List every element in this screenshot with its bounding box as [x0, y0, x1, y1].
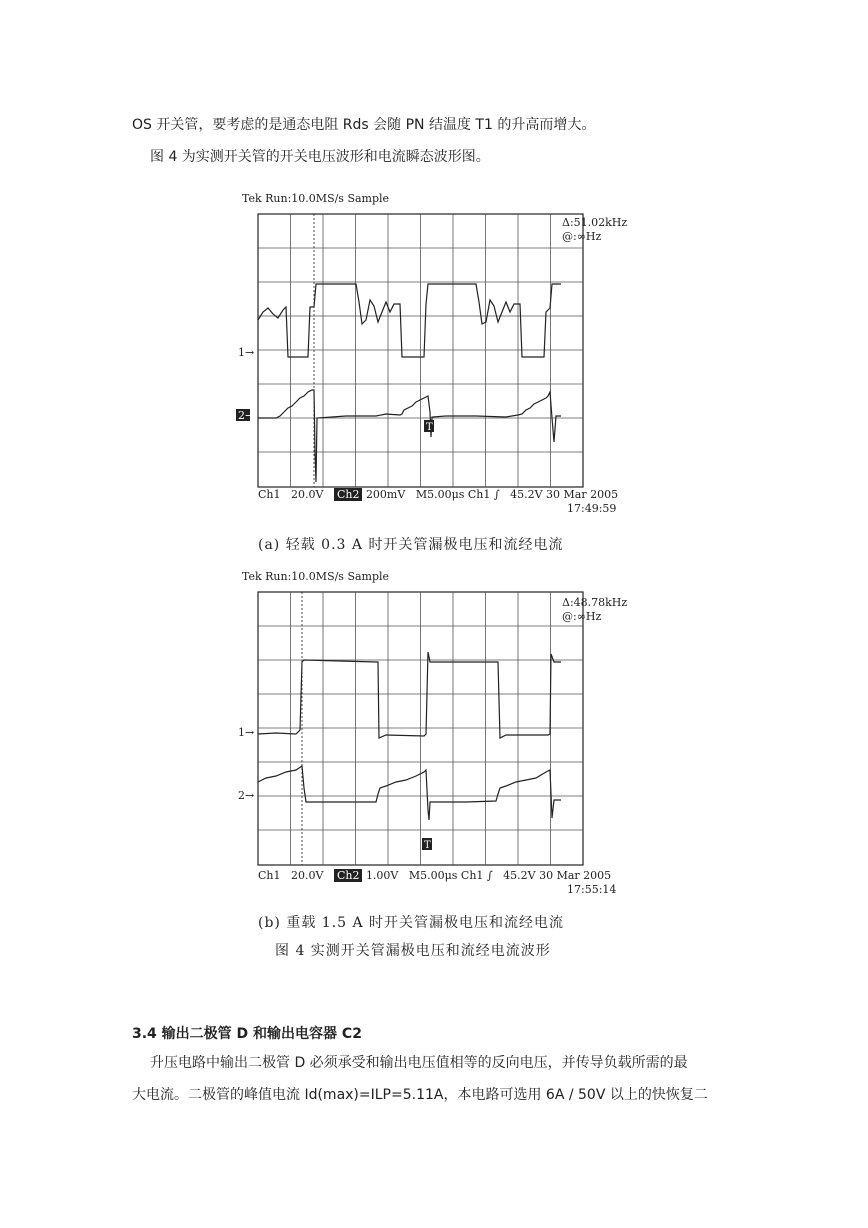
scope-b-ch1-scale: 20.0V	[291, 869, 324, 882]
scope-a-ch2-label: Ch2	[334, 488, 363, 501]
section-paragraph-line-1: 升压电路中输出二极管 D 必须承受和输出电压值相等的反向电压，并传导负载所需的最	[150, 1055, 688, 1071]
paragraph-line-1: OS 开关管，要考虑的是通态电阻 Rds 会随 PN 结温度 T1 的升高而增大。	[132, 117, 596, 133]
scope-b-caption: (b) 重载 1.5 A 时开关管漏极电压和流经电流	[258, 915, 565, 931]
scope-a-date: 30 Mar 2005	[546, 488, 619, 501]
scope-b-ch1-label: Ch1	[258, 869, 281, 882]
scope-a-timebase: M5.00μs Ch1 ∫	[415, 488, 500, 501]
scope-b-ch1-marker: 1→	[238, 726, 255, 739]
scope-a-caption: (a) 轻载 0.3 A 时开关管漏极电压和流经电流	[258, 537, 564, 553]
scope-b-ch2-marker: 2→	[238, 789, 255, 802]
scope-b-header: Tek Run:10.0MS/s Sample	[242, 570, 390, 583]
paragraph-line-2: 图 4 为实测开关管的开关电压波形和电流瞬态波形图。	[150, 149, 490, 165]
scope-b-time: 17:55:14	[567, 883, 617, 896]
scope-b-screen	[236, 590, 596, 890]
scope-a-time: 17:49:59	[567, 502, 617, 515]
scope-b-footer	[258, 869, 611, 882]
scope-a-trigger-marker: T	[426, 422, 433, 433]
scope-b-timebase: M5.00μs Ch1 ∫	[408, 869, 493, 882]
scope-a-header: Tek Run:10.0MS/s Sample	[242, 192, 390, 205]
scope-a-ch2-marker: 2→	[238, 409, 255, 422]
scope-a-ch2-scale: 200mV	[365, 488, 406, 501]
scope-b-trigger-level: 45.2V	[503, 869, 536, 882]
scope-b-ch2-scale: 1.00V	[365, 869, 399, 882]
scope-a-trigger-level: 45.2V	[510, 488, 543, 501]
scope-a-screen	[236, 212, 596, 512]
section-heading: 3.4 输出二极管 D 和输出电容器 C2	[132, 1026, 362, 1042]
scope-a-ch1-label: Ch1	[258, 488, 281, 501]
scope-a-measurement	[562, 216, 627, 244]
scope-b-ch2-label: Ch2	[334, 869, 363, 882]
scope-b-delta: Δ:48.78kHz	[562, 596, 628, 609]
scope-b-measurement	[562, 596, 627, 624]
scope-a-ch1-scale: 20.0V	[291, 488, 324, 501]
scope-a-at: @:∞Hz	[562, 230, 602, 243]
section-paragraph-line-2: 大电流。二极管的峰值电流 Id(max)=ILP=5.11A，本电路可选用 6A / 50V 以上的快恢复二	[132, 1087, 708, 1103]
scope-a-footer	[258, 488, 618, 501]
figure-caption: 图 4 实测开关管漏极电压和流经电流波形	[275, 943, 551, 959]
scope-b-trigger-marker: T	[424, 840, 431, 851]
scope-b-at: @:∞Hz	[562, 610, 602, 623]
scope-a-ch1-marker: 1→	[238, 346, 255, 359]
scope-a-delta: Δ:51.02kHz	[562, 216, 628, 229]
scope-b-date: 30 Mar 2005	[539, 869, 612, 882]
